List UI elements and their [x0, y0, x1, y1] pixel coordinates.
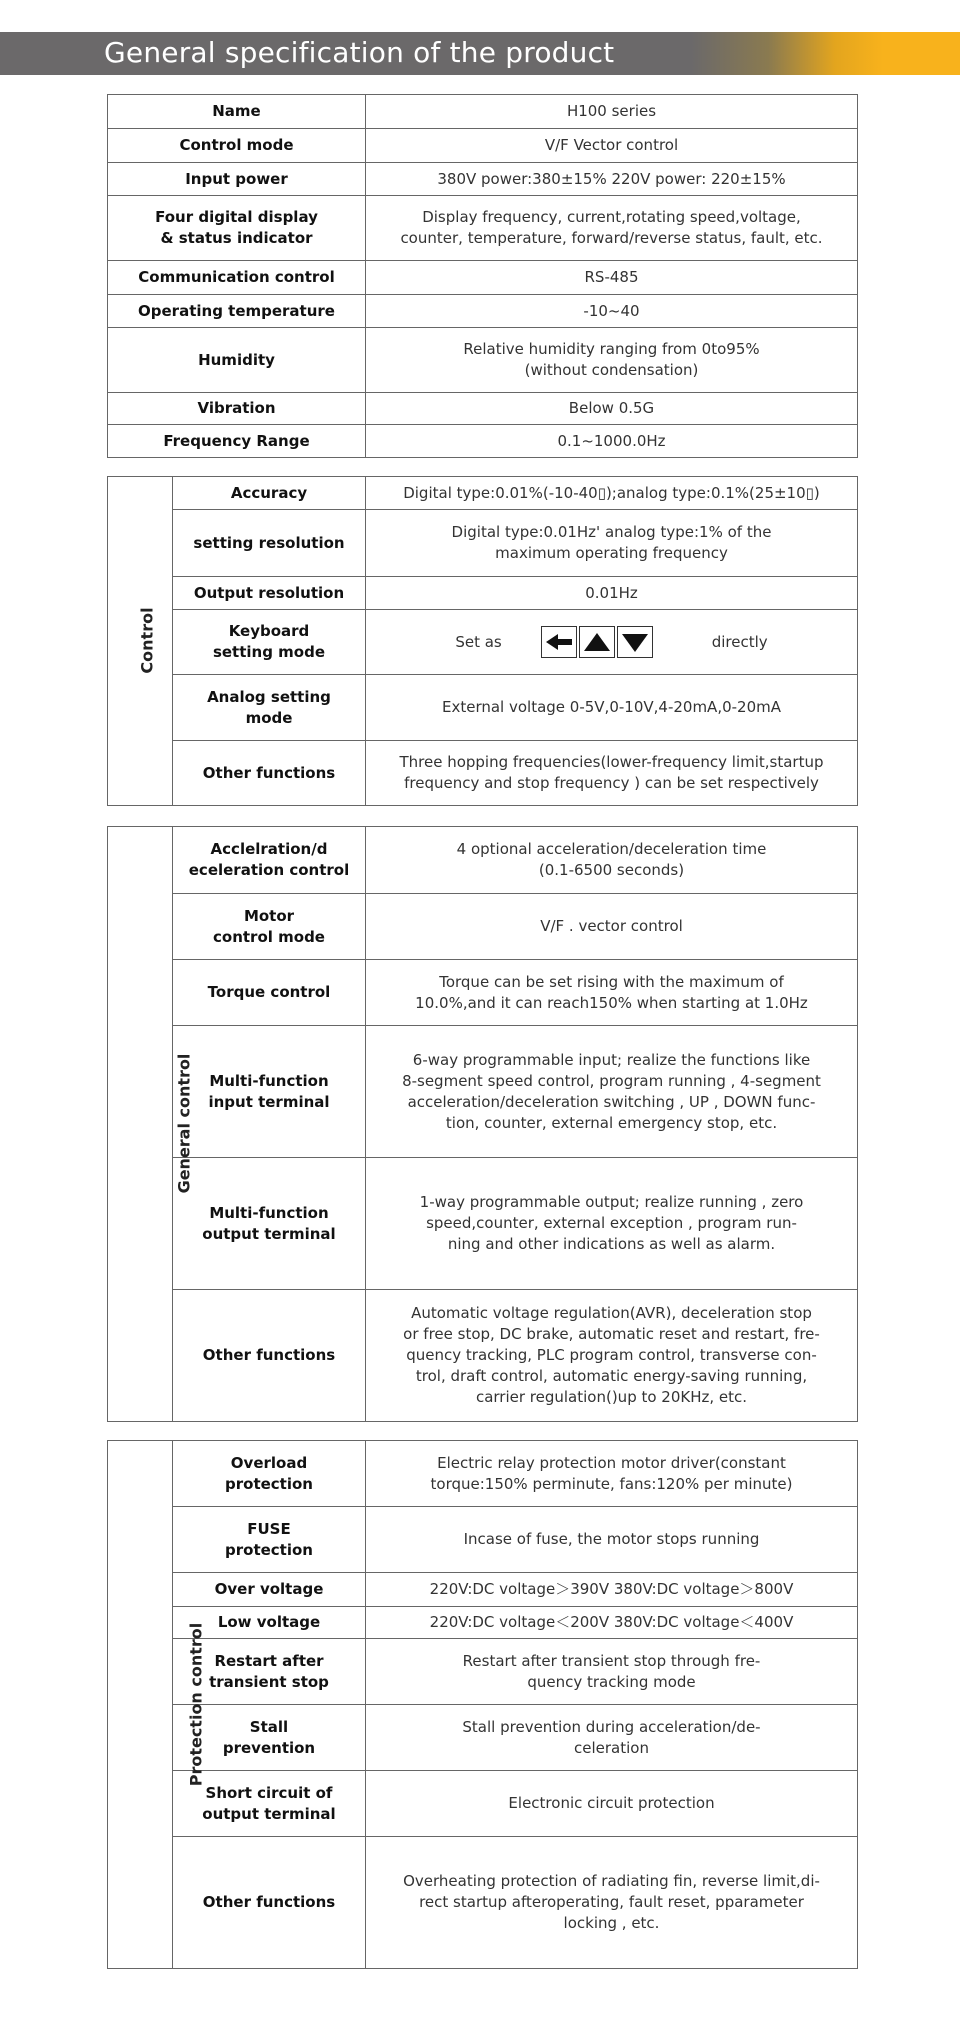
- table-row: [108, 163, 858, 196]
- protection-control-spec-table: [107, 1440, 858, 1969]
- header-banner: [0, 32, 960, 75]
- table-row: [108, 1771, 858, 1837]
- spec-label: Input power: [108, 163, 366, 196]
- spec-label: Frequency Range: [108, 425, 366, 458]
- table-row: [108, 393, 858, 425]
- spec-label: Keyboard setting mode: [173, 610, 366, 675]
- spec-label: Overload protection: [173, 1441, 366, 1507]
- spec-value: 1-way programmable output; realize running , zero speed,counter, external exception , program run- ning and other indications as well as alarm.: [366, 1158, 858, 1290]
- table-row: [108, 196, 858, 261]
- spec-value: 6-way programmable input; realize the functions like 8-segment speed control, program running , 4-segment acceleration/deceleration switching , UP , DOWN func- tion, counter, external emergency stop, etc.: [366, 1026, 858, 1158]
- spec-label: Multi-function input terminal: [173, 1026, 366, 1158]
- table-row: [108, 1837, 858, 1969]
- spec-value: V/F Vector control: [366, 129, 858, 163]
- spec-label: FUSE protection: [173, 1507, 366, 1573]
- spec-label: Restart after transient stop: [173, 1639, 366, 1705]
- spec-value: Relative humidity ranging from 0to95% (without condensation): [366, 328, 858, 393]
- spec-value: Electric relay protection motor driver(constant torque:150% perminute, fans:120% per minute): [366, 1441, 858, 1507]
- spec-label: Multi-function output terminal: [173, 1158, 366, 1290]
- spec-label: Other functions: [173, 741, 366, 806]
- table-row: [108, 1607, 858, 1639]
- triangle-down-icon: [617, 626, 653, 658]
- spec-label: Acclelration/d eceleration control: [173, 827, 366, 894]
- spec-value: Overheating protection of radiating fin, reverse limit,di- rect startup afteroperating, fault reset, pparameter locking , etc.: [366, 1837, 858, 1969]
- spec-label: Stall prevention: [173, 1705, 366, 1771]
- spec-value: Display frequency, current,rotating speed,voltage, counter, temperature, forward/reverse status, fault, etc.: [366, 196, 858, 261]
- group-label: Protection control: [186, 1622, 206, 1786]
- spec-label: Over voltage: [173, 1573, 366, 1607]
- spec-value: Digital type:0.01Hz' analog type:1% of the maximum operating frequency: [366, 510, 858, 577]
- arrow-left-icon: [541, 626, 577, 658]
- spec-value: [366, 610, 858, 675]
- spec-label: Other functions: [173, 1290, 366, 1422]
- page-title: General specification of the product: [104, 36, 615, 69]
- table-row: [108, 328, 858, 393]
- spec-label: Humidity: [108, 328, 366, 393]
- table-row: [108, 1026, 858, 1158]
- basic-spec-table: [107, 94, 858, 458]
- table-row: [108, 1158, 858, 1290]
- table-row: [108, 894, 858, 960]
- table-row: [108, 261, 858, 295]
- spec-value: Digital type:0.01%(-10-40▯);analog type:0.1%(25±10▯): [366, 477, 858, 510]
- table-row: [108, 477, 858, 510]
- spec-label: Control mode: [108, 129, 366, 163]
- spec-value: H100 series: [366, 95, 858, 129]
- table-row: [108, 577, 858, 610]
- spec-label: Torque control: [173, 960, 366, 1026]
- keys-prefix: Set as: [455, 632, 502, 651]
- keys-suffix: directly: [711, 632, 768, 651]
- spec-value: Below 0.5G: [366, 393, 858, 425]
- spec-label: Name: [108, 95, 366, 129]
- spec-value: RS-485: [366, 261, 858, 295]
- table-row: [108, 610, 858, 675]
- spec-label: Four digital display & status indicator: [108, 196, 366, 261]
- spec-label: setting resolution: [173, 510, 366, 577]
- spec-value: 380V power:380±15% 220V power: 220±15%: [366, 163, 858, 196]
- table-row: [108, 741, 858, 806]
- spec-value: 220V:DC voltage＞390V 380V:DC voltage＞800V: [366, 1573, 858, 1607]
- general-control-spec-table: [107, 826, 858, 1422]
- spec-value: Automatic voltage regulation(AVR), deceleration stop or free stop, DC brake, automatic reset and restart, fre- quency tracking, PLC program control, transverse con- trol, draft control, automatic energy-saving running, carrier regulation()up to 20KHz, etc.: [366, 1290, 858, 1422]
- spec-value: Stall prevention during acceleration/de- celeration: [366, 1705, 858, 1771]
- spec-value: Torque can be set rising with the maximum of 10.0%,and it can reach150% when starting at 1.0Hz: [366, 960, 858, 1026]
- table-row: [108, 1639, 858, 1705]
- spec-label: Low voltage: [173, 1607, 366, 1639]
- spec-label: Accuracy: [173, 477, 366, 510]
- table-row: [108, 1507, 858, 1573]
- table-row: [108, 675, 858, 741]
- table-row: [108, 1705, 858, 1771]
- table-row: [108, 129, 858, 163]
- table-row: [108, 95, 858, 129]
- spec-value: 0.01Hz: [366, 577, 858, 610]
- group-label: Control: [137, 607, 157, 674]
- table-row: [108, 827, 858, 894]
- table-row: [108, 295, 858, 328]
- group-label-cell: [108, 1441, 206, 1969]
- spec-value: 4 optional acceleration/deceleration time (0.1-6500 seconds): [366, 827, 858, 894]
- table-row: [108, 510, 858, 577]
- spec-value: Electronic circuit protection: [366, 1771, 858, 1837]
- table-row: [108, 425, 858, 458]
- spec-label: Short circuit of output terminal: [173, 1771, 366, 1837]
- spec-label: Motor control mode: [173, 894, 366, 960]
- spec-label: Operating temperature: [108, 295, 366, 328]
- spec-label: Other functions: [173, 1837, 366, 1969]
- spec-value: External voltage 0-5V,0-10V,4-20mA,0-20mA: [366, 675, 858, 741]
- spec-value: -10~40: [366, 295, 858, 328]
- table-row: [108, 1290, 858, 1422]
- spec-label: Communication control: [108, 261, 366, 295]
- spec-value: Restart after transient stop through fre- quency tracking mode: [366, 1639, 858, 1705]
- group-label-cell: [108, 827, 194, 1422]
- spec-value: V/F . vector control: [366, 894, 858, 960]
- triangle-up-icon: [579, 626, 615, 658]
- group-label-cell: [108, 477, 173, 806]
- spec-label: Output resolution: [173, 577, 366, 610]
- table-row: [108, 960, 858, 1026]
- spec-value: Incase of fuse, the motor stops running: [366, 1507, 858, 1573]
- spec-value: 220V:DC voltage＜200V 380V:DC voltage＜400V: [366, 1607, 858, 1639]
- spec-value: Three hopping frequencies(lower-frequency limit,startup frequency and stop frequency ) can be set respectively: [366, 741, 858, 806]
- spec-label: Analog setting mode: [173, 675, 366, 741]
- spec-label: Vibration: [108, 393, 366, 425]
- group-label: General control: [174, 1053, 194, 1194]
- spec-value: 0.1~1000.0Hz: [366, 425, 858, 458]
- control-spec-table: [107, 476, 858, 806]
- table-row: [108, 1441, 858, 1507]
- table-row: [108, 1573, 858, 1607]
